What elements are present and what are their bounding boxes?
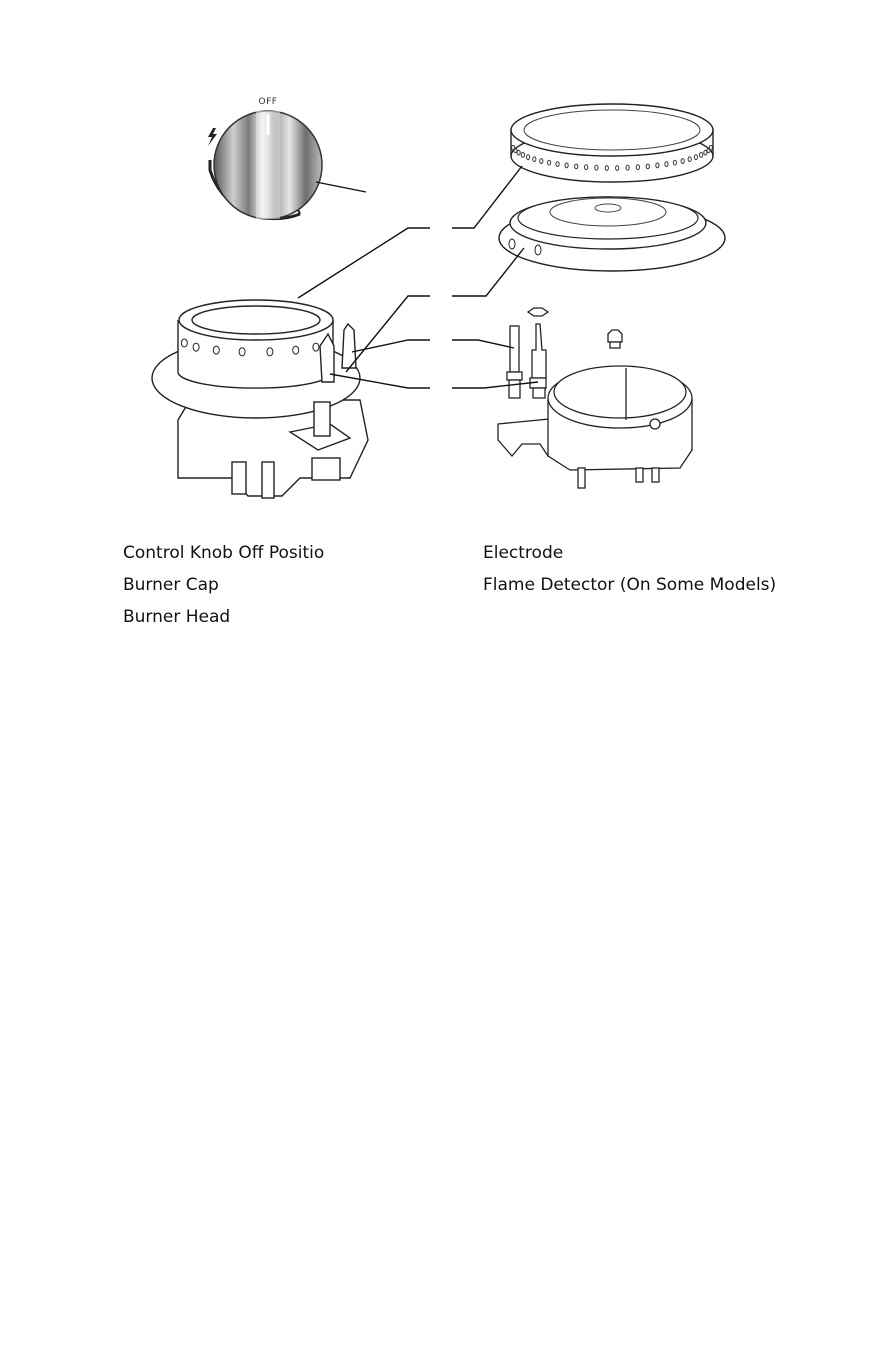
burner-head-exploded: [499, 197, 725, 271]
lightning-bolt-icon: [208, 128, 217, 146]
burner-cap-exploded: [511, 104, 713, 182]
burner-exploded-diagram: [0, 0, 881, 530]
control-knob: [208, 97, 322, 219]
burner-base-exploded: [498, 366, 692, 488]
legend-electrode: Electrode: [483, 543, 564, 563]
legend-flame-detector: Flame Detector (On Some Models): [483, 575, 777, 595]
legend-burner-cap: Burner Cap: [123, 575, 219, 595]
knob-off-label: OFF: [258, 97, 278, 107]
legend-burner-head: Burner Head: [123, 607, 231, 627]
legend-control-knob: Control Knob Off Positio: [123, 543, 325, 563]
assembled-burner: [152, 300, 368, 498]
